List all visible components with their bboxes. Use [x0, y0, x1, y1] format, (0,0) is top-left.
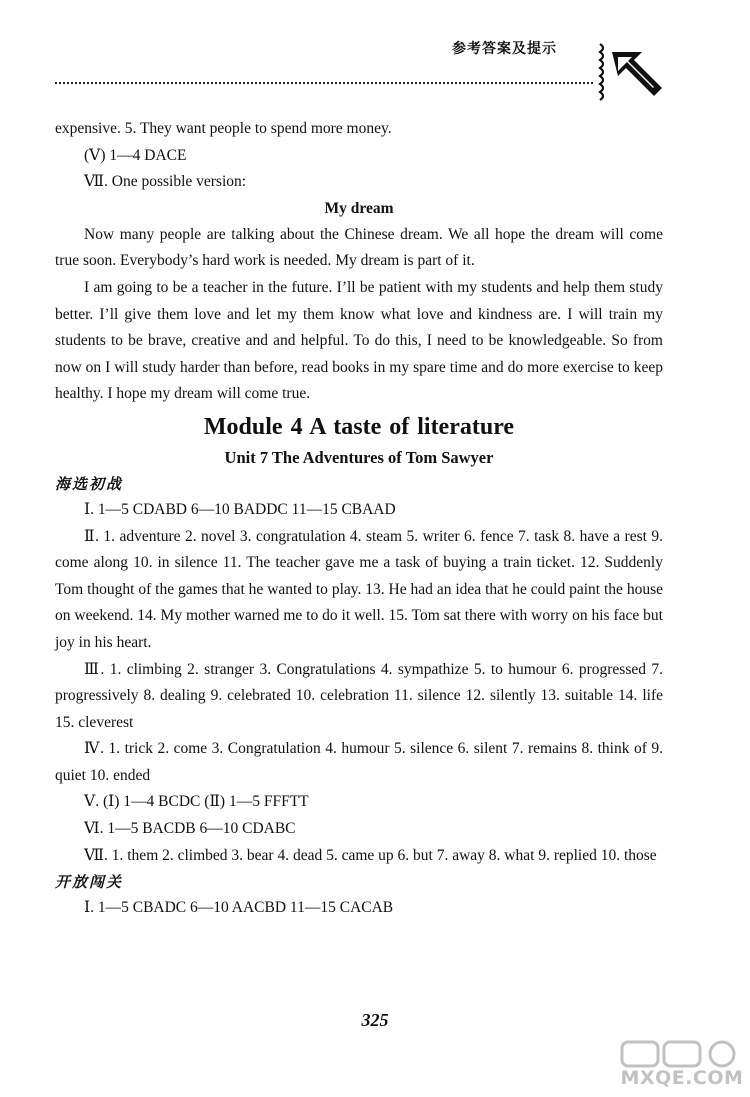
module-title: Module 4 A taste of literature — [203, 413, 515, 440]
intro-line-1: expensive. 5. They want people to spend more money. — [55, 120, 392, 137]
page-number: 325 — [361, 1010, 389, 1030]
essay-title: My dream — [324, 199, 394, 217]
answer-block-7: Ⅶ. 1. them 2. climbed 3. bear 4. dead 5. came up 6. but 7. away 8. what 9. replied 10. those — [84, 846, 657, 864]
watermark-text: MXQE.COM — [620, 1067, 744, 1089]
watermark — [614, 1040, 750, 1097]
answer-block-1: Ⅰ. 1—5 CDABD 6—10 BADDC 11—15 CBAAD — [84, 500, 396, 518]
section-heading-kaifang: 开放闯关 — [55, 873, 124, 892]
answer-page — [55, 116, 663, 922]
answer-block-8: Ⅰ. 1—5 CBADC 6—10 AACBD 11—15 CACAB — [84, 899, 394, 917]
answer-block-5: Ⅴ. (Ⅰ) 1—4 BCDC (Ⅱ) 1—5 FFFTT — [84, 793, 309, 811]
intro-line-3: Ⅶ. One possible version: — [84, 173, 247, 191]
header-dotted-rule — [55, 82, 593, 84]
arrow-ornament-icon — [596, 42, 666, 106]
answer-circle-logo-icon — [614, 1040, 750, 1070]
answer-block-2: Ⅱ. 1. adventure 2. novel 3. congratulation 4. steam 5. writer 6. fence 7. task 8. have a rest 9. come along 10. in silence 11. The teacher gave me a task of buying a train ticket. 12. Suddenly Tom thought of the games that he wanted to play. 13. He had an idea that he could paint the house on weekend. 14. My mother warned me to do it well. 15. Tom sat there with worry on his face but joy in his heart. — [55, 527, 663, 651]
answer-block-4: Ⅳ. 1. trick 2. come 3. Congratulation 4. humour 5. silence 6. silent 7. remains 8. think of 9. quiet 10. ended — [55, 740, 663, 784]
unit-title: Unit 7 The Adventures of Tom Sawyer — [224, 447, 494, 467]
essay-paragraph-2: I am going to be a teacher in the future. I’ll be patient with my students and help them study better. I’ll give them love and let my them know what love and kindness are. I will train my students to be brave, creative and and helpful. To do this, I need to be knowledgeable. So from now on I will study harder than before, read books in my spare time and do more exercise to keep healthy. I hope my dream will come true. — [55, 278, 663, 403]
essay-paragraph-1: Now many people are talking about the Chinese dream. We all hope the dream will come true soon. Everybody’s hard work is needed. My dream is part of it. — [55, 225, 663, 270]
section-heading-haixuan: 海选初战 — [55, 474, 124, 493]
intro-line-2: (Ⅴ) 1—4 DACE — [84, 146, 187, 164]
answer-block-6: Ⅵ. 1—5 BACDB 6—10 CDABC — [84, 820, 296, 838]
answer-block-3: Ⅲ. 1. climbing 2. stranger 3. Congratulations 4. sympathize 5. to humour 6. progressed 7. progressively 8. dealing 9. celebrated 10. celebration 11. silence 12. silently 13. suitable 14. life 15. cleverest — [55, 660, 663, 731]
header-label: 参考答案及提示 — [452, 41, 557, 57]
